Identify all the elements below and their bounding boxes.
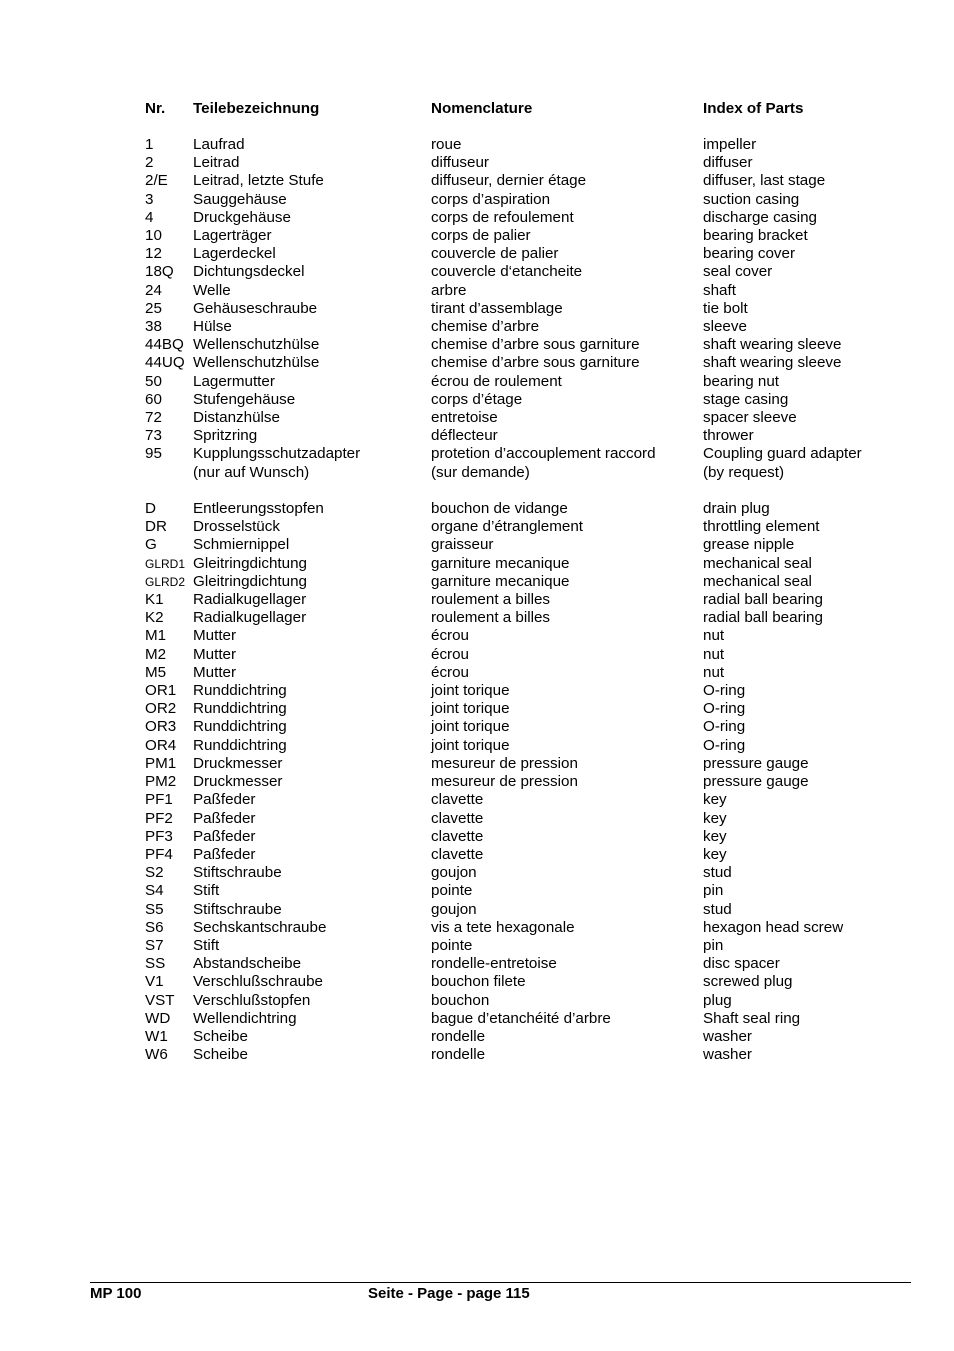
table-row [145, 573, 905, 591]
english-name: (by request) [703, 463, 785, 481]
french-name: rondelle [431, 1046, 486, 1064]
french-name: bouchon [431, 991, 490, 1009]
table-row [145, 336, 905, 354]
german-name: Drosselstück [193, 518, 280, 536]
header-french: Nomenclature [431, 100, 533, 117]
french-name: tirant d’assemblage [431, 299, 563, 317]
english-name: O-ring [703, 700, 746, 718]
german-name: Dichtungsdeckel [193, 263, 305, 281]
table-row [145, 609, 905, 627]
part-number: S7 [145, 936, 164, 954]
english-name: sleeve [703, 318, 747, 336]
english-name: thrower [703, 427, 754, 445]
part-number: 18Q [145, 263, 174, 281]
english-name: pressure gauge [703, 754, 809, 772]
table-row [145, 136, 905, 154]
spacer-row [145, 482, 905, 500]
part-number: 12 [145, 245, 162, 263]
german-name: Druckgehäuse [193, 208, 291, 226]
table-row [145, 737, 905, 755]
table-row [145, 700, 905, 718]
parts-table [145, 100, 905, 1064]
table-row [145, 591, 905, 609]
spacer-cell [145, 118, 905, 136]
french-name: rondelle-entretoise [431, 955, 557, 973]
part-number: K2 [145, 609, 164, 627]
french-name: roulement a billes [431, 591, 551, 609]
english-name: nut [703, 663, 725, 681]
table-row [145, 828, 905, 846]
english-name: shaft wearing sleeve [703, 336, 842, 354]
part-number: PF3 [145, 827, 173, 845]
table-row [145, 318, 905, 336]
table-row [145, 846, 905, 864]
table-row [145, 445, 905, 463]
french-name: pointe [431, 882, 473, 900]
english-name: diffuser [703, 154, 753, 172]
table-row [145, 682, 905, 700]
table-row [145, 245, 905, 263]
table-row [145, 427, 905, 445]
german-name: Verschlußstopfen [193, 991, 311, 1009]
part-number: WD [145, 1009, 171, 1027]
german-name: Spritzring [193, 427, 258, 445]
header-english: Index of Parts [703, 100, 804, 117]
part-number: S2 [145, 864, 164, 882]
german-name: Sauggehäuse [193, 190, 287, 208]
german-name: Druckmesser [193, 773, 283, 791]
table-row [145, 263, 905, 281]
german-name: Paßfeder [193, 827, 256, 845]
english-name: Coupling guard adapter [703, 445, 862, 463]
german-name: Lagermutter [193, 372, 275, 390]
english-name: throttling element [703, 518, 820, 536]
part-number: GLRD1 [145, 556, 186, 571]
part-number: S6 [145, 918, 164, 936]
german-name: Stufengehäuse [193, 390, 296, 408]
german-name: (nur auf Wunsch) [193, 463, 310, 481]
part-number: PF2 [145, 809, 173, 827]
table-row [145, 191, 905, 209]
table-row [145, 664, 905, 682]
german-name: Lagerdeckel [193, 245, 276, 263]
english-name: key [703, 845, 727, 863]
german-name: Lagerträger [193, 227, 272, 245]
french-name: couvercle de palier [431, 245, 559, 263]
french-name: bouchon filete [431, 973, 526, 991]
table-row [145, 646, 905, 664]
french-name: chemise d’arbre sous garniture [431, 336, 640, 354]
french-name: diffuseur [431, 154, 489, 172]
table-row [145, 882, 905, 900]
part-number: 10 [145, 227, 162, 245]
part-number: 3 [145, 190, 154, 208]
german-name: Radialkugellager [193, 609, 307, 627]
english-name: nut [703, 645, 725, 663]
german-name: Entleerungsstopfen [193, 500, 324, 518]
english-name: drain plug [703, 500, 770, 518]
part-number: W1 [145, 1027, 168, 1045]
german-name: Gleitringdichtung [193, 554, 307, 572]
english-name: radial ball bearing [703, 609, 823, 627]
french-name: protetion d’accouplement raccord [431, 445, 656, 463]
part-number: 60 [145, 390, 162, 408]
german-name: Runddichtring [193, 682, 287, 700]
table-row [145, 300, 905, 318]
german-name: Hülse [193, 318, 232, 336]
table-row [145, 1046, 905, 1064]
german-name: Mutter [193, 645, 237, 663]
english-name: stud [703, 864, 732, 882]
spacer-row [145, 118, 905, 136]
part-number: 4 [145, 208, 154, 226]
french-name: corps de palier [431, 227, 531, 245]
french-name: écrou [431, 627, 469, 645]
footer-page-number: Seite - Page - page 115 [368, 1285, 530, 1302]
english-name: shaft [703, 281, 736, 299]
german-name: Stift [193, 936, 220, 954]
english-name: pin [703, 882, 724, 900]
german-name: Paßfeder [193, 845, 256, 863]
german-name: Mutter [193, 663, 237, 681]
english-name: spacer sleeve [703, 409, 797, 427]
parts-body [145, 118, 905, 1064]
german-name: Scheibe [193, 1027, 248, 1045]
english-name: suction casing [703, 190, 800, 208]
english-name: key [703, 827, 727, 845]
french-name: mesureur de pression [431, 773, 578, 791]
table-row [145, 518, 905, 536]
table-row [145, 937, 905, 955]
english-name: discharge casing [703, 208, 817, 226]
part-number: V1 [145, 973, 164, 991]
english-name: disc spacer [703, 955, 780, 973]
part-number: OR4 [145, 736, 177, 754]
french-name: joint torique [431, 700, 510, 718]
french-name: roue [431, 136, 462, 153]
header-nr: Nr. [145, 100, 166, 117]
french-name: couvercle d‘etancheite [431, 263, 583, 281]
french-name: entretoise [431, 409, 498, 427]
english-name: stud [703, 900, 732, 918]
table-row [145, 773, 905, 791]
table-header-row [145, 100, 905, 118]
part-number: D [145, 500, 156, 518]
table-row [145, 955, 905, 973]
english-name: key [703, 791, 727, 809]
french-name: goujon [431, 864, 477, 882]
table-row [145, 373, 905, 391]
part-number: M5 [145, 663, 167, 681]
english-name: O-ring [703, 718, 746, 736]
french-name: diffuseur, dernier étage [431, 172, 587, 190]
part-number: S4 [145, 882, 164, 900]
part-number: 25 [145, 299, 162, 317]
part-number: G [145, 536, 157, 554]
german-name: Sechskantschraube [193, 918, 327, 936]
german-name: Paßfeder [193, 791, 256, 809]
part-number: M2 [145, 645, 167, 663]
spacer-cell [145, 482, 905, 500]
part-number: S5 [145, 900, 164, 918]
footer-model: MP 100 [90, 1285, 142, 1302]
french-name: mesureur de pression [431, 754, 578, 772]
part-number: K1 [145, 591, 164, 609]
german-name: Runddichtring [193, 718, 287, 736]
french-name: corps de refoulement [431, 208, 574, 226]
header-german: Teilebezeichnung [193, 100, 320, 117]
german-name: Gleitringdichtung [193, 572, 307, 590]
table-row [145, 627, 905, 645]
english-name: bearing bracket [703, 227, 808, 245]
german-name: Wellenschutzhülse [193, 354, 320, 372]
english-name: pressure gauge [703, 773, 809, 791]
english-name: washer [703, 1027, 752, 1045]
english-name: impeller [703, 136, 757, 153]
french-name: garniture mecanique [431, 572, 570, 590]
german-name: Runddichtring [193, 700, 287, 718]
table-row [145, 973, 905, 991]
table-row [145, 1010, 905, 1028]
german-name: Wellendichtring [193, 1009, 297, 1027]
part-number: 44UQ [145, 354, 185, 372]
german-name: Welle [193, 281, 231, 299]
part-number: DR [145, 518, 167, 536]
part-number: 95 [145, 445, 162, 463]
german-name: Abstandscheibe [193, 955, 302, 973]
german-name: Wellenschutzhülse [193, 336, 320, 354]
table-row [145, 755, 905, 773]
french-name: chemise d’arbre sous garniture [431, 354, 640, 372]
part-number: 73 [145, 427, 162, 445]
part-number: OR3 [145, 718, 177, 736]
english-name: screwed plug [703, 973, 793, 991]
french-name: bague d’etanchéité d’arbre [431, 1009, 611, 1027]
french-name: joint torique [431, 736, 510, 754]
french-name: organe d’étranglement [431, 518, 583, 536]
french-name: clavette [431, 791, 484, 809]
part-number: PF4 [145, 845, 173, 863]
french-name: graisseur [431, 536, 494, 554]
french-name: pointe [431, 936, 473, 954]
english-name: O-ring [703, 736, 746, 754]
french-name: joint torique [431, 718, 510, 736]
part-number: PM2 [145, 773, 177, 791]
german-name: Leitrad, letzte Stufe [193, 172, 324, 190]
footer-divider [90, 1282, 911, 1283]
part-number: GLRD2 [145, 574, 186, 589]
english-name: seal cover [703, 263, 773, 281]
german-name: Kupplungsschutzadapter [193, 445, 361, 463]
table-row [145, 227, 905, 245]
english-name: grease nipple [703, 536, 795, 554]
part-number: 44BQ [145, 336, 184, 354]
english-name: mechanical seal [703, 572, 812, 590]
part-number: 72 [145, 409, 162, 427]
english-name: diffuser, last stage [703, 172, 826, 190]
german-name: Gehäuseschraube [193, 299, 318, 317]
part-number: VST [145, 991, 175, 1009]
part-number: PF1 [145, 791, 173, 809]
part-number: 2/E [145, 172, 168, 190]
french-name: vis a tete hexagonale [431, 918, 575, 936]
table-row [145, 810, 905, 828]
part-number: SS [145, 955, 166, 973]
table-row [145, 791, 905, 809]
table-row [145, 901, 905, 919]
table-row [145, 919, 905, 937]
part-number: PM1 [145, 754, 177, 772]
english-name: washer [703, 1046, 752, 1064]
german-name: Stiftschraube [193, 864, 282, 882]
table-row [145, 282, 905, 300]
german-name: Distanzhülse [193, 409, 280, 427]
english-name: shaft wearing sleeve [703, 354, 842, 372]
english-name: O-ring [703, 682, 746, 700]
english-name: radial ball bearing [703, 591, 823, 609]
french-name: écrou [431, 645, 469, 663]
english-name: nut [703, 627, 725, 645]
french-name: rondelle [431, 1027, 486, 1045]
french-name: (sur demande) [431, 463, 530, 481]
german-name: Schmiernippel [193, 536, 290, 554]
french-name: clavette [431, 827, 484, 845]
german-name: Druckmesser [193, 754, 283, 772]
table-row [145, 409, 905, 427]
part-number: OR2 [145, 700, 177, 718]
table-row [145, 154, 905, 172]
french-name: goujon [431, 900, 477, 918]
english-name: pin [703, 936, 724, 954]
table-row [145, 172, 905, 190]
table-row [145, 864, 905, 882]
part-number: 2 [145, 154, 154, 172]
table-row [145, 718, 905, 736]
german-name: Radialkugellager [193, 591, 307, 609]
german-name: Runddichtring [193, 736, 287, 754]
german-name: Mutter [193, 627, 237, 645]
table-row [145, 500, 905, 518]
german-name: Stift [193, 882, 220, 900]
french-name: bouchon de vidange [431, 500, 568, 518]
english-name: mechanical seal [703, 554, 812, 572]
french-name: écrou [431, 663, 469, 681]
part-number: 50 [145, 372, 162, 390]
part-number: 24 [145, 281, 162, 299]
table-row [145, 209, 905, 227]
german-name: Stiftschraube [193, 900, 282, 918]
french-name: arbre [431, 281, 467, 299]
part-number: 1 [145, 136, 154, 153]
table-row [145, 555, 905, 573]
french-name: déflecteur [431, 427, 498, 445]
french-name: roulement a billes [431, 609, 551, 627]
english-name: key [703, 809, 727, 827]
part-number: M1 [145, 627, 167, 645]
english-name: hexagon head screw [703, 918, 844, 936]
french-name: clavette [431, 809, 484, 827]
english-name: bearing cover [703, 245, 796, 263]
english-name: stage casing [703, 390, 789, 408]
german-name: Laufrad [193, 136, 245, 153]
part-number [145, 464, 193, 482]
french-name: écrou de roulement [431, 372, 562, 390]
german-name: Leitrad [193, 154, 240, 172]
french-name: chemise d’arbre [431, 318, 540, 336]
english-name: plug [703, 991, 732, 1009]
french-name: garniture mecanique [431, 554, 570, 572]
table-row [145, 536, 905, 554]
german-name: Verschlußschraube [193, 973, 324, 991]
part-number: 38 [145, 318, 162, 336]
german-name: Paßfeder [193, 809, 256, 827]
table-row [145, 464, 905, 482]
table-row [145, 1028, 905, 1046]
english-name: bearing nut [703, 372, 779, 390]
english-name: Shaft seal ring [703, 1009, 801, 1027]
table-row [145, 992, 905, 1010]
french-name: corps d’aspiration [431, 190, 551, 208]
part-number: OR1 [145, 682, 177, 700]
english-name: tie bolt [703, 299, 748, 317]
table-row [145, 354, 905, 372]
part-number: W6 [145, 1046, 168, 1064]
french-name: joint torique [431, 682, 510, 700]
german-name: Scheibe [193, 1046, 248, 1064]
french-name: clavette [431, 845, 484, 863]
table-row [145, 391, 905, 409]
french-name: corps d’étage [431, 390, 523, 408]
